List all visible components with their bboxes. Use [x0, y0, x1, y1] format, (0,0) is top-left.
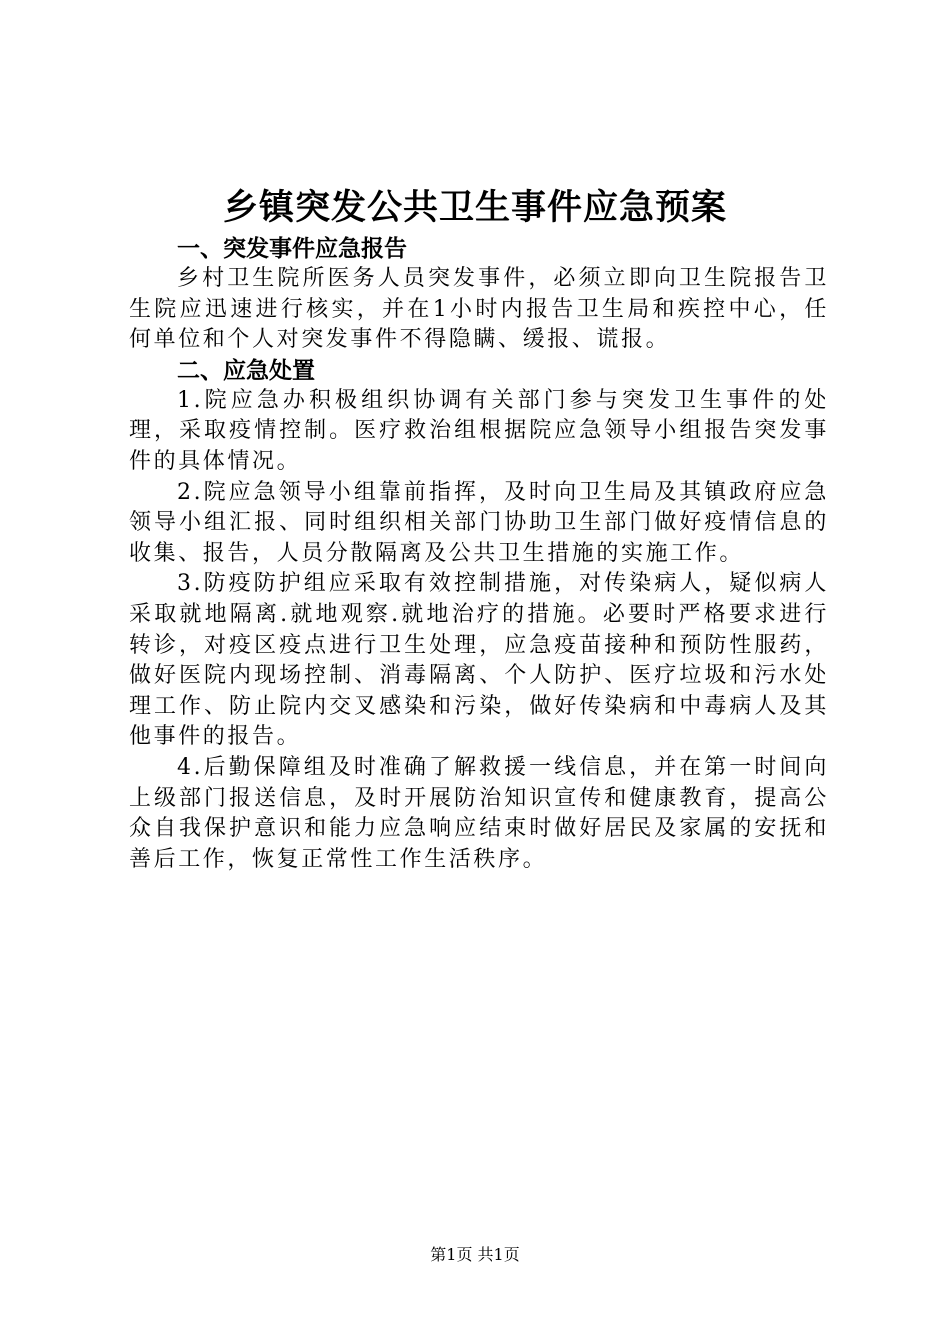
section-emergency-response	[129, 356, 829, 876]
paragraph: 2.院应急领导小组靠前指挥，及时向卫生局及其镇政府应急领导小组汇报、同时组织相关部门协助卫生部门做好疫情信息的收集、报告，人员分散隔离及公共卫生措施的实施工作。	[129, 479, 829, 566]
page-number-footer: 第1页 共1页	[430, 1245, 520, 1264]
document-body	[129, 234, 829, 875]
section-heading: 一、突发事件应急报告	[177, 236, 407, 262]
paragraph: 4.后勤保障组及时准确了解救援一线信息，并在第一时间向上级部门报送信息，及时开展防治知识宣传和健康教育，提高公众自我保护意识和能力应急响应结束时做好居民及家属的安抚和善后工作，恢复正常性工作生活秩序。	[129, 754, 829, 872]
section-heading: 二、应急处置	[177, 357, 315, 384]
document-title: 乡镇突发公共卫生事件应急预案	[222, 188, 727, 228]
paragraph: 1.院应急办积极组织协调有关部门参与突发卫生事件的处理，采取疫情控制。医疗救治组根据院应急领导小组报告突发事件的具体情况。	[129, 387, 829, 474]
paragraph: 3.防疫防护组应采取有效控制措施，对传染病人，疑似病人采取就地隔离.就地观察.就地治疗的措施。必要时严格要求进行转诊，对疫区疫点进行卫生处理，应急疫苗接种和预防性服药，做好医院内现场控制、消毒隔离、个人防护、医疗垃圾和污水处理工作、防止院内交叉感染和污染，做好传染病和中毒病人及其他事件的报告。	[129, 571, 829, 750]
paragraph: 乡村卫生院所医务人员突发事件，必须立即向卫生院报告卫生院应迅速进行核实，并在1小时内报告卫生局和疾控中心，任何单位和个人对突发事件不得隐瞒、缓报、谎报。	[129, 266, 829, 353]
section-emergency-report	[129, 234, 829, 356]
